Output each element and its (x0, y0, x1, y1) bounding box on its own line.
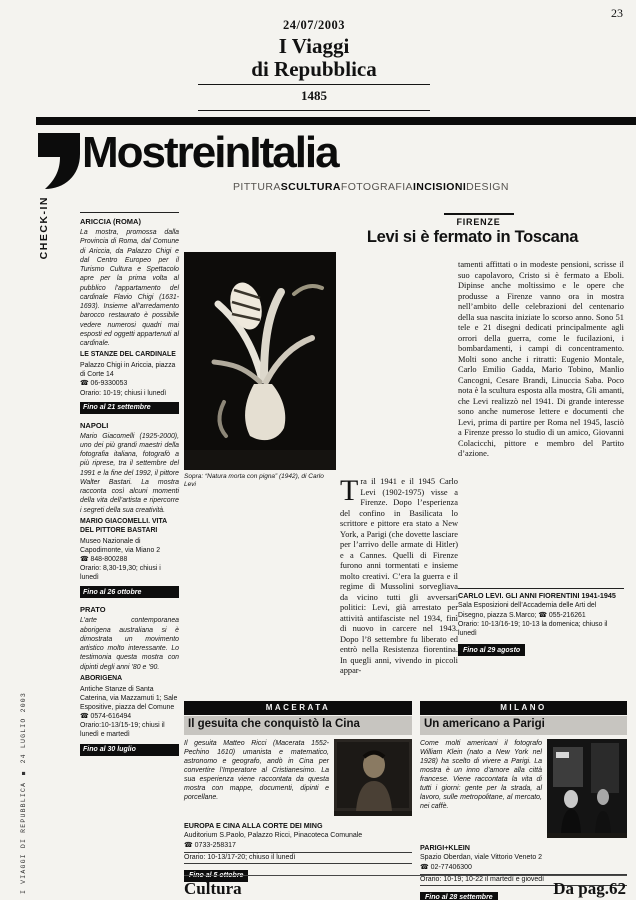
masthead (198, 18, 430, 111)
exhibition-venue: Sala Esposizioni dell’Accademia delle Arti del Disegno, piazza S.Marco; ☎ 055-216261 (458, 602, 597, 619)
subtitle-incisioni: INCISIONI (412, 181, 467, 193)
section-subtitle (233, 181, 509, 193)
kicker-rule (444, 213, 514, 215)
box-description: Il gesuita Matteo Ricci (Macerata 1552-Pechino 1610) umanista e matematico, astronomo e geografo, andò in Cina per convertire l’Imperatore al Cristianesimo. La sua esperienza viene raccontata da questa mostra con mappe, documenti, dipinti e porcellane. (184, 739, 329, 802)
until-date-badge: Fino al 5 ottobre (184, 870, 248, 882)
article-column-1 (340, 474, 458, 677)
footer-rule (184, 875, 627, 876)
exhibition-phone: ☎ 0574-616494 (80, 713, 132, 721)
exhibition-venue: Palazzo Chigi in Ariccia, piazza di Corte 14 (80, 362, 176, 379)
exhibition-title: EUROPA E CINA ALLA CORTE DEI MING (184, 820, 323, 830)
listing-ariccia (80, 217, 179, 414)
sidebar-listings (80, 212, 179, 763)
article-image (184, 252, 336, 470)
issue-number: 1485 (301, 88, 327, 104)
until-date-badge: Fino al 28 settembre (420, 892, 498, 900)
listing-prato (80, 605, 179, 755)
section-divider-bar (36, 117, 636, 125)
page-number: 23 (611, 6, 623, 20)
exhibition-phone: ☎ 06-9330053 (80, 380, 128, 388)
exhibition-venue: Auditorium S.Paolo, Palazzo Ricci, Pinacoteca Comunale (184, 831, 363, 839)
listing-city: NAPOLI (80, 420, 109, 430)
masthead-rule (198, 110, 430, 111)
publication-title-line1: I Viaggi (278, 34, 350, 58)
exhibition-hours: Orario: 10-19; 10-22 il martedì e giovedì (420, 875, 627, 887)
until-date-badge: Fino al 26 ottobre (80, 586, 179, 598)
exhibition-title: MARIO GIACOMELLI. VITA DEL PITTORE BASTARI (80, 517, 167, 534)
box-content (420, 739, 627, 838)
box-exhibition-info (184, 821, 412, 882)
exhibition-title: CARLO LEVI. GLI ANNI FIORENTINI 1941-1945 (458, 588, 624, 600)
subtitle-design: DESIGN (466, 181, 509, 193)
dropcap: T (340, 474, 359, 507)
listing-napoli (80, 421, 179, 599)
exhibition-venue: Spazio Oberdan, viale Vittorio Veneto 2 (420, 853, 543, 861)
publication-title (198, 35, 430, 80)
article-column-2: tamenti affittati o in modeste pensioni, scrisse il suo capolavoro, Cristo si è fermato a Eboli. Dipinse anche moltissimo e le opere che produsse a Firenze vanno ora in mostra nell’ambito delle celebrazioni del centenario della sua nascita iniziate lo scorso anno. Sono 51 tele e 21 disegni dedicati principalmente agli orrori della guerra, come le fucilazioni, i bombardamenti, i campi di concentramento. Molti sono anche i ritratti: Eugenio Montale, Carlo Emilio Gadda, Mario Tobino, Manlio Cancogni, Cesare Brandi, Linuccia Saba. Poco nota è la scultura esposta alla mostra, Gli amanti, che Levi realizzò nel 1941. Di grande interesse sono anche numerose lettere e documenti che Levi, prima di partire per Roma nel 1945, lasciò a Firenze presso lo studio di un amico, Giovanni Colacicchi, pittore e membro del Partito d’azione. (458, 260, 624, 458)
exhibition-phone: ☎ 848-800288 (80, 556, 128, 564)
until-date-badge: Fino al 30 luglio (80, 744, 179, 756)
box-macerata (184, 701, 412, 882)
ricci-painting-image (334, 739, 412, 816)
checkin-rubric-label: CHECK-IN (38, 196, 50, 260)
footer-section-label: Cultura (184, 879, 242, 898)
exhibition-hours: Orario:10-13/15-19; chiusi il lunedì e martedì (80, 722, 165, 739)
box-city-bar: MACERATA (184, 701, 412, 715)
box-headline: Il gesuita che conquistò la Cina (184, 716, 412, 735)
footer-page-reference: Da pag.62 (553, 879, 626, 898)
quote-logo-icon (37, 132, 81, 190)
painting-natura-morta-con-pigna (184, 252, 336, 470)
exhibition-venue: Antiche Stanze di Santa Caterina, via Mazzamuti 1; Sale Espositive, piazza del Comune (80, 685, 178, 712)
image-caption: Sopra: “Natura morta con pigna” (1942), di Carlo Levi (184, 473, 324, 489)
listing-description: La mostra, promossa dalla Provincia di Roma, dal Comune di Ariccia, da Palazzo Chigi e dal Centro Europeo per il Turismo Cultura e Spettacolo apre per la prima volta al pubblico l’appartamento del cardinale Flavio Chigi (1631-1693). Insieme all’arredamento barocco restaurato è possibile vedere numerosi quadri mai esposti ed oggetti appartenuti al cardinale. (80, 229, 179, 347)
exhibition-title: ABORIGENA (80, 674, 123, 682)
box-city-bar: MILANO (420, 701, 627, 715)
article-exhibition-info (458, 588, 624, 657)
exhibition-phone: ☎ 0733-258317 (184, 841, 412, 853)
exhibition-phone: ☎ 02-77406300 (420, 863, 627, 875)
kicker-city: FIRENZE (456, 217, 501, 227)
spine-text: I VIAGGI DI REPUBBLICA ■ 24 LUGLIO 2003 (20, 691, 27, 894)
listing-description: L’arte contemporanea aborigena australiana si è dimostrata un movimento artistico molto interessante. Lo testimonia questa mostra con dipinti degli anni ’80 e ’90. (80, 617, 179, 671)
exhibition-hours: Orario: 10-19; chiusi i lunedì (80, 389, 167, 397)
exhibition-venue: Museo Nazionale di Capodimonte, via Miano 2 (80, 537, 161, 554)
article-text-1: ra il 1941 e il 1945 Carlo Levi (1902-1975) visse a Firenze. Dopo l’esperienza del confino in Basilicata lo scrittore e pittore era stato a New York, a Parigi (che dovette lasciare per l’arrivo delle armate di Hitler) e a Cannes. Quelli di Firenze furono anni tormentati e insieme molto creativi. C’era la guerra e il regime di Mussolini sorvegliava da vicino tutti gli avversari politici: Levi, già arrestato per attività antifasciste nel 1934, finì di nuovo in carcere nel 1943. Dopo l’8 settembre fu liberato ed entrò nella Resistenza fiorentina. In quegli anni, vivendo in piccoli appar- (340, 477, 458, 675)
article-headline: Levi si è fermato in Toscana (366, 228, 579, 246)
section-title: MostreinItalia (82, 128, 338, 177)
listing-description: Mario Giacomelli (1925-2000), uno dei più grandi maestri della fotografia italiana, fotografò a più riprese, tra il settembre del 1991 e la fine del 1992, il pittore Walter Bastari. La mostra racconta così alcuni momenti della vita dell’artista e ripercorre i segreti della sua creatività. (80, 432, 179, 514)
box-milano (420, 701, 627, 900)
box-content (184, 739, 412, 816)
issue-date: 24/07/2003 (283, 18, 345, 32)
listing-city: ARICCIA (ROMA) (80, 217, 141, 226)
subtitle-scultura: SCULTURA (280, 181, 341, 193)
box-description: Come molti americani il fotografo William Klein (nato a New York nel 1928) ha scelto di vivere a Parigi. La mostra è un inno d’amore alla città francese. Viene raccontata la vita di tutti i giorni: gente per la strada, al lavoro, sulle metropolitane, al mercato, nei caffè. (420, 739, 542, 811)
exhibition-hours: Orario: 10-13/17-20; chiuso il lunedì (184, 853, 412, 865)
exhibition-title: LE STANZE DEL CARDINALE (80, 351, 176, 359)
subtitle-pittura: PITTURA (233, 181, 281, 193)
exhibition-title: PARIGI+KLEIN (420, 842, 470, 852)
exhibition-hours: Orario: 10-13/16-19; 10-13 la domenica; chiuso il lunedì (458, 620, 608, 638)
box-headline: Un americano a Parigi (420, 716, 627, 735)
exhibition-hours: Orario: 8,30-19,30; chiusi i lunedì (80, 565, 161, 582)
article-kicker (330, 213, 627, 227)
subtitle-fotografia: FOTOGRAFIA (340, 181, 413, 193)
publication-title-line2: di Repubblica (251, 56, 377, 81)
klein-photo-image (547, 739, 627, 838)
until-date-badge: Fino al 21 settembre (80, 402, 179, 414)
listing-city: PRATO (80, 605, 106, 615)
until-date-badge: Fino al 29 agosto (458, 644, 525, 656)
